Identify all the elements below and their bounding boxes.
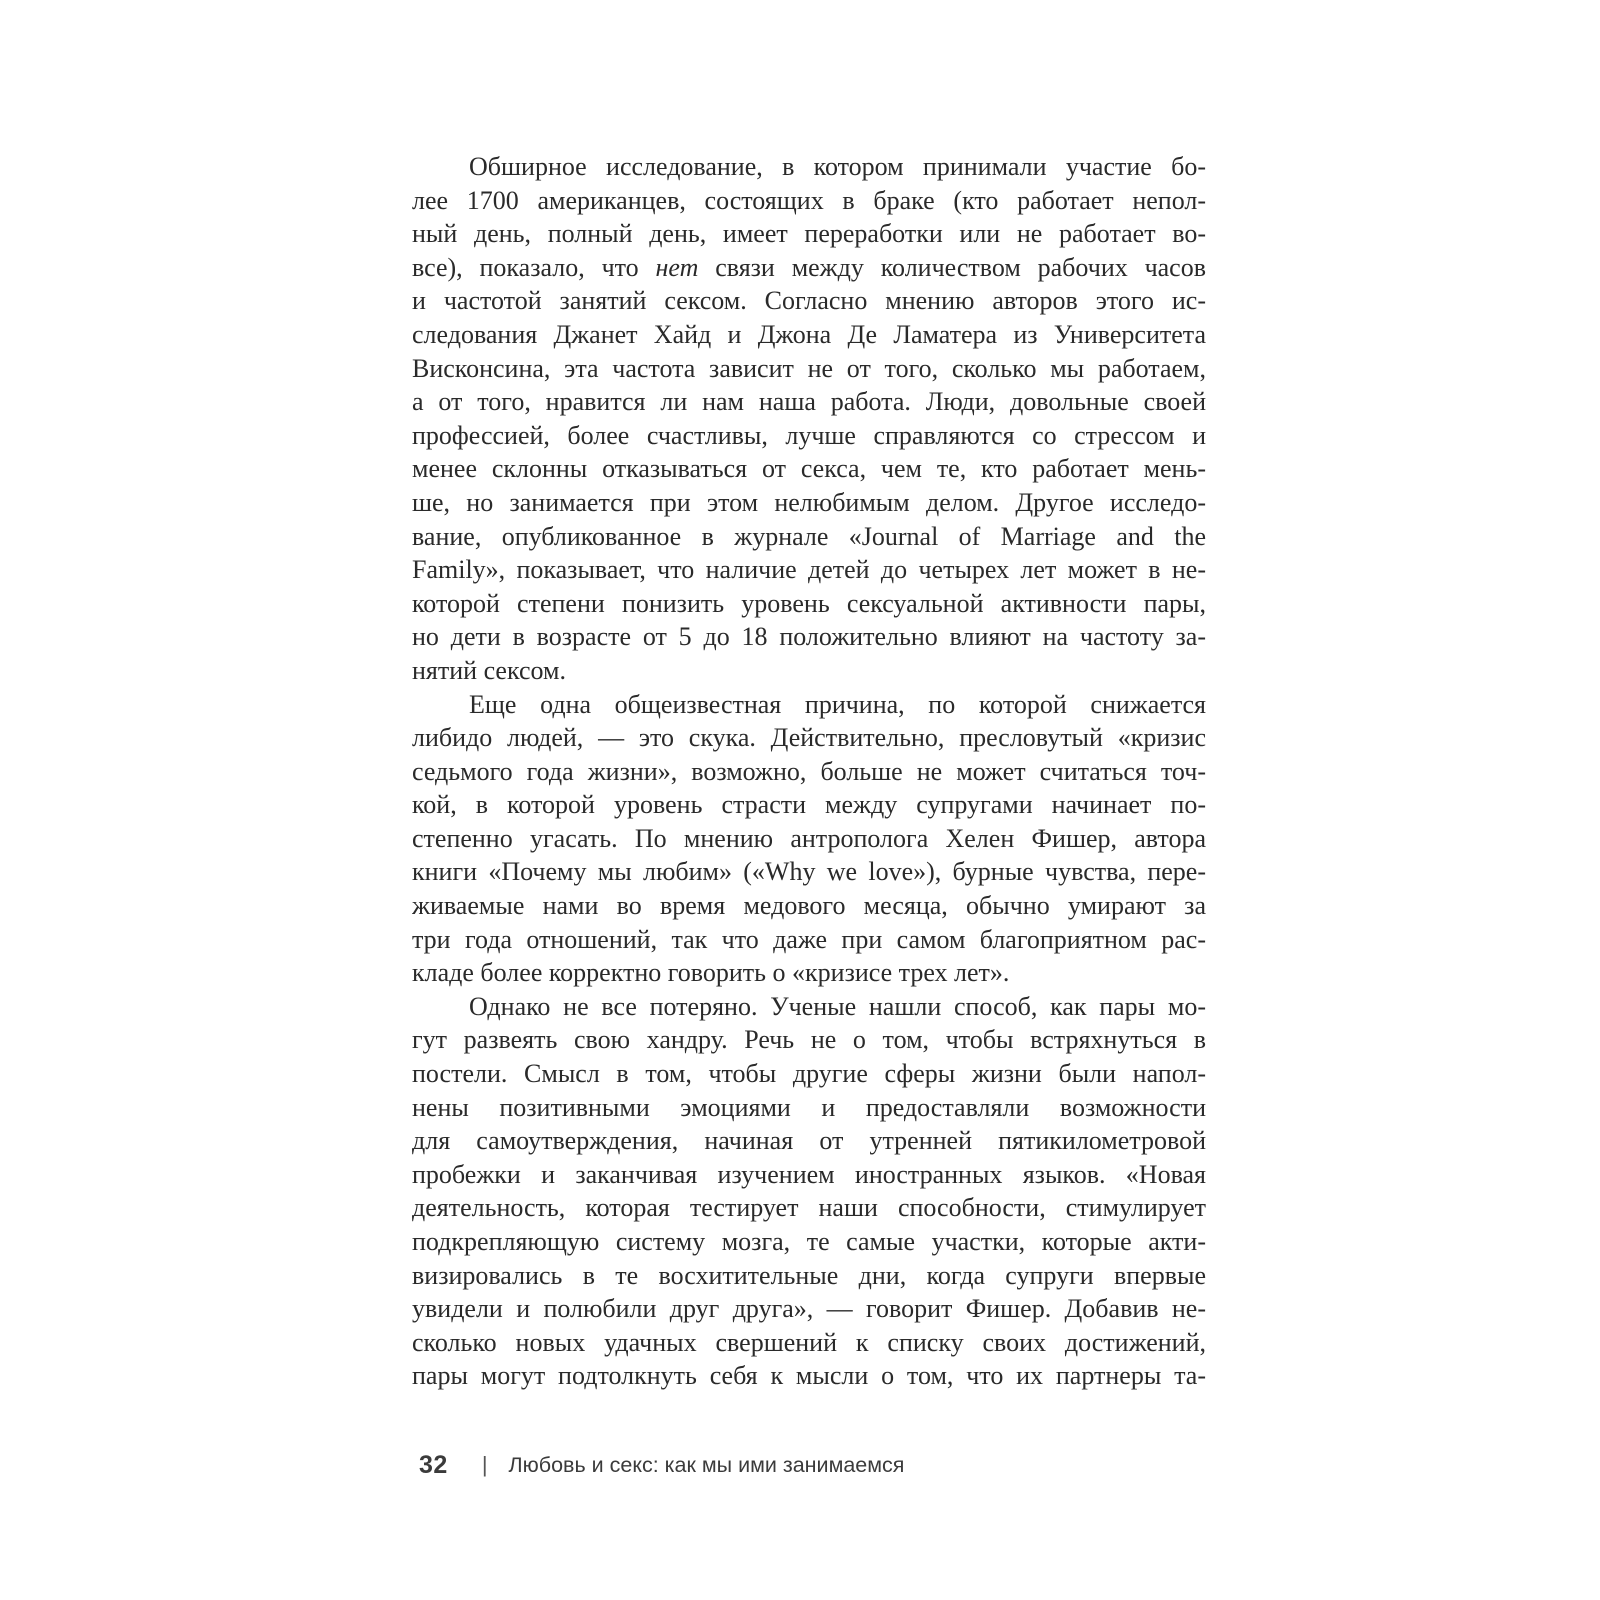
text-line [412, 1091, 1206, 1125]
italic-text-segment: нет [655, 252, 699, 282]
page-footer [419, 1447, 904, 1483]
text-line [412, 721, 1206, 755]
text-line [412, 419, 1206, 453]
text-line [412, 520, 1206, 554]
text-segment: и частотой занятий сексом. Согласно мнению авторов этого ис- [412, 286, 1206, 316]
text-line [412, 1292, 1206, 1326]
body-text [412, 150, 1206, 1393]
text-line [412, 956, 1206, 990]
text-line [412, 1191, 1206, 1225]
text-line [412, 251, 1206, 285]
text-segment: Family», показывает, что наличие детей до четырех лет может в не- [412, 555, 1206, 585]
text-segment: нятий сексом. [412, 655, 566, 685]
text-line [412, 990, 1206, 1024]
text-line [412, 1057, 1206, 1091]
text-line [412, 755, 1206, 789]
text-segment: степенно угасать. По мнению антрополога Хелен Фишер, автора [412, 823, 1206, 853]
text-segment: Обширное исследование, в котором принимали участие бо- [469, 152, 1206, 181]
text-line [412, 855, 1206, 889]
footer-separator: | [481, 1452, 488, 1477]
text-line [412, 654, 1206, 688]
text-segment: деятельность, которая тестирует наши способности, стимулирует [412, 1193, 1206, 1223]
running-title: Любовь и секс: как мы ими занимаемся [508, 1452, 905, 1477]
text-segment: визировались в те восхитительные дни, когда супруги впервые [412, 1260, 1206, 1290]
text-line [412, 452, 1206, 486]
text-line [412, 284, 1206, 318]
text-segment: все), показало, что [412, 252, 656, 282]
text-line [412, 385, 1206, 419]
text-line [412, 1326, 1206, 1360]
text-segment: лее 1700 американцев, состоящих в браке (кто работает непол- [412, 185, 1206, 215]
text-line [412, 150, 1206, 184]
text-segment: ный день, полный день, имеет переработки или не работает во- [412, 219, 1206, 249]
text-line [412, 1124, 1206, 1158]
text-line [412, 620, 1206, 654]
text-segment: подкрепляющую систему мозга, те самые участки, которые акти- [412, 1227, 1206, 1256]
paragraph [412, 150, 1206, 688]
text-line [412, 486, 1206, 520]
text-line [412, 1158, 1206, 1192]
text-segment: Висконсина, эта частота зависит не от того, сколько мы работаем, [412, 353, 1206, 383]
text-line [412, 1259, 1206, 1293]
text-line [412, 553, 1206, 587]
text-segment: книги «Почему мы любим» («Why we love»), бурные чувства, пере- [412, 857, 1206, 887]
text-line [412, 688, 1206, 722]
text-segment: следования Джанет Хайд и Джона Де Ламатера из Университета [412, 319, 1206, 349]
text-segment: кой, в которой уровень страсти между супругами начинает по- [412, 790, 1206, 820]
text-line [412, 587, 1206, 621]
text-segment: ше, но занимается при этом нелюбимым делом. Другое исследо- [412, 487, 1206, 517]
text-segment: нены позитивными эмоциями и предоставляли возможности [412, 1092, 1206, 1122]
text-segment: либидо людей, — это скука. Действительно, пресловутый «кризис [412, 723, 1206, 753]
text-segment: живаемые нами во время медового месяца, обычно умирают за [412, 891, 1206, 921]
text-segment: три года отношений, так что даже при самом благоприятном рас- [412, 924, 1206, 954]
text-line [412, 318, 1206, 352]
paragraph [412, 990, 1206, 1393]
text-segment: Однако не все потеряно. Ученые нашли способ, как пары мо- [469, 991, 1206, 1021]
text-line [412, 788, 1206, 822]
text-line [412, 923, 1206, 957]
text-segment: которой степени понизить уровень сексуальной активности пары, [412, 588, 1206, 618]
text-segment: но дети в возрасте от 5 до 18 положительно влияют на частоту за- [412, 622, 1206, 652]
text-segment: для самоутверждения, начиная от утренней пятикилометровой [412, 1126, 1206, 1156]
text-segment: Еще одна общеизвестная причина, по которой снижается [469, 689, 1206, 719]
text-line [412, 184, 1206, 218]
text-segment: а от того, нравится ли нам наша работа. Люди, довольные своей [412, 387, 1206, 417]
text-line [412, 1359, 1206, 1393]
text-segment: пробежки и заканчивая изучением иностранных языков. «Новая [412, 1159, 1206, 1189]
text-segment: гут развеять свою хандру. Речь не о том, чтобы встряхнуться в [412, 1025, 1206, 1055]
text-segment: связи между количеством рабочих часов [698, 252, 1206, 282]
text-line [412, 1023, 1206, 1057]
text-segment: профессией, более счастливы, лучше справляются со стрессом и [412, 420, 1206, 450]
text-segment: постели. Смысл в том, чтобы другие сферы жизни были напол- [412, 1059, 1206, 1089]
text-line [412, 822, 1206, 856]
text-segment: пары могут подтолкнуть себя к мысли о том, что их партнеры та- [412, 1361, 1206, 1391]
text-segment: кладе более корректно говорить о «кризисе трех лет». [412, 958, 1010, 988]
paragraph [412, 688, 1206, 990]
text-line [412, 217, 1206, 251]
text-segment: увидели и полюбили друг друга», — говорит Фишер. Добавив не- [412, 1294, 1206, 1324]
page-number: 32 [419, 1450, 448, 1479]
text-line [412, 352, 1206, 386]
text-segment: менее склонны отказываться от секса, чем те, кто работает мень- [412, 454, 1206, 484]
text-line [412, 889, 1206, 923]
text-segment: вание, опубликованное в журнале «Journal of Marriage and the [412, 521, 1206, 551]
text-segment: сколько новых удачных свершений к списку своих достижений, [412, 1327, 1206, 1357]
text-line [412, 1225, 1206, 1259]
text-segment: седьмого года жизни», возможно, больше не может считаться точ- [412, 756, 1206, 786]
